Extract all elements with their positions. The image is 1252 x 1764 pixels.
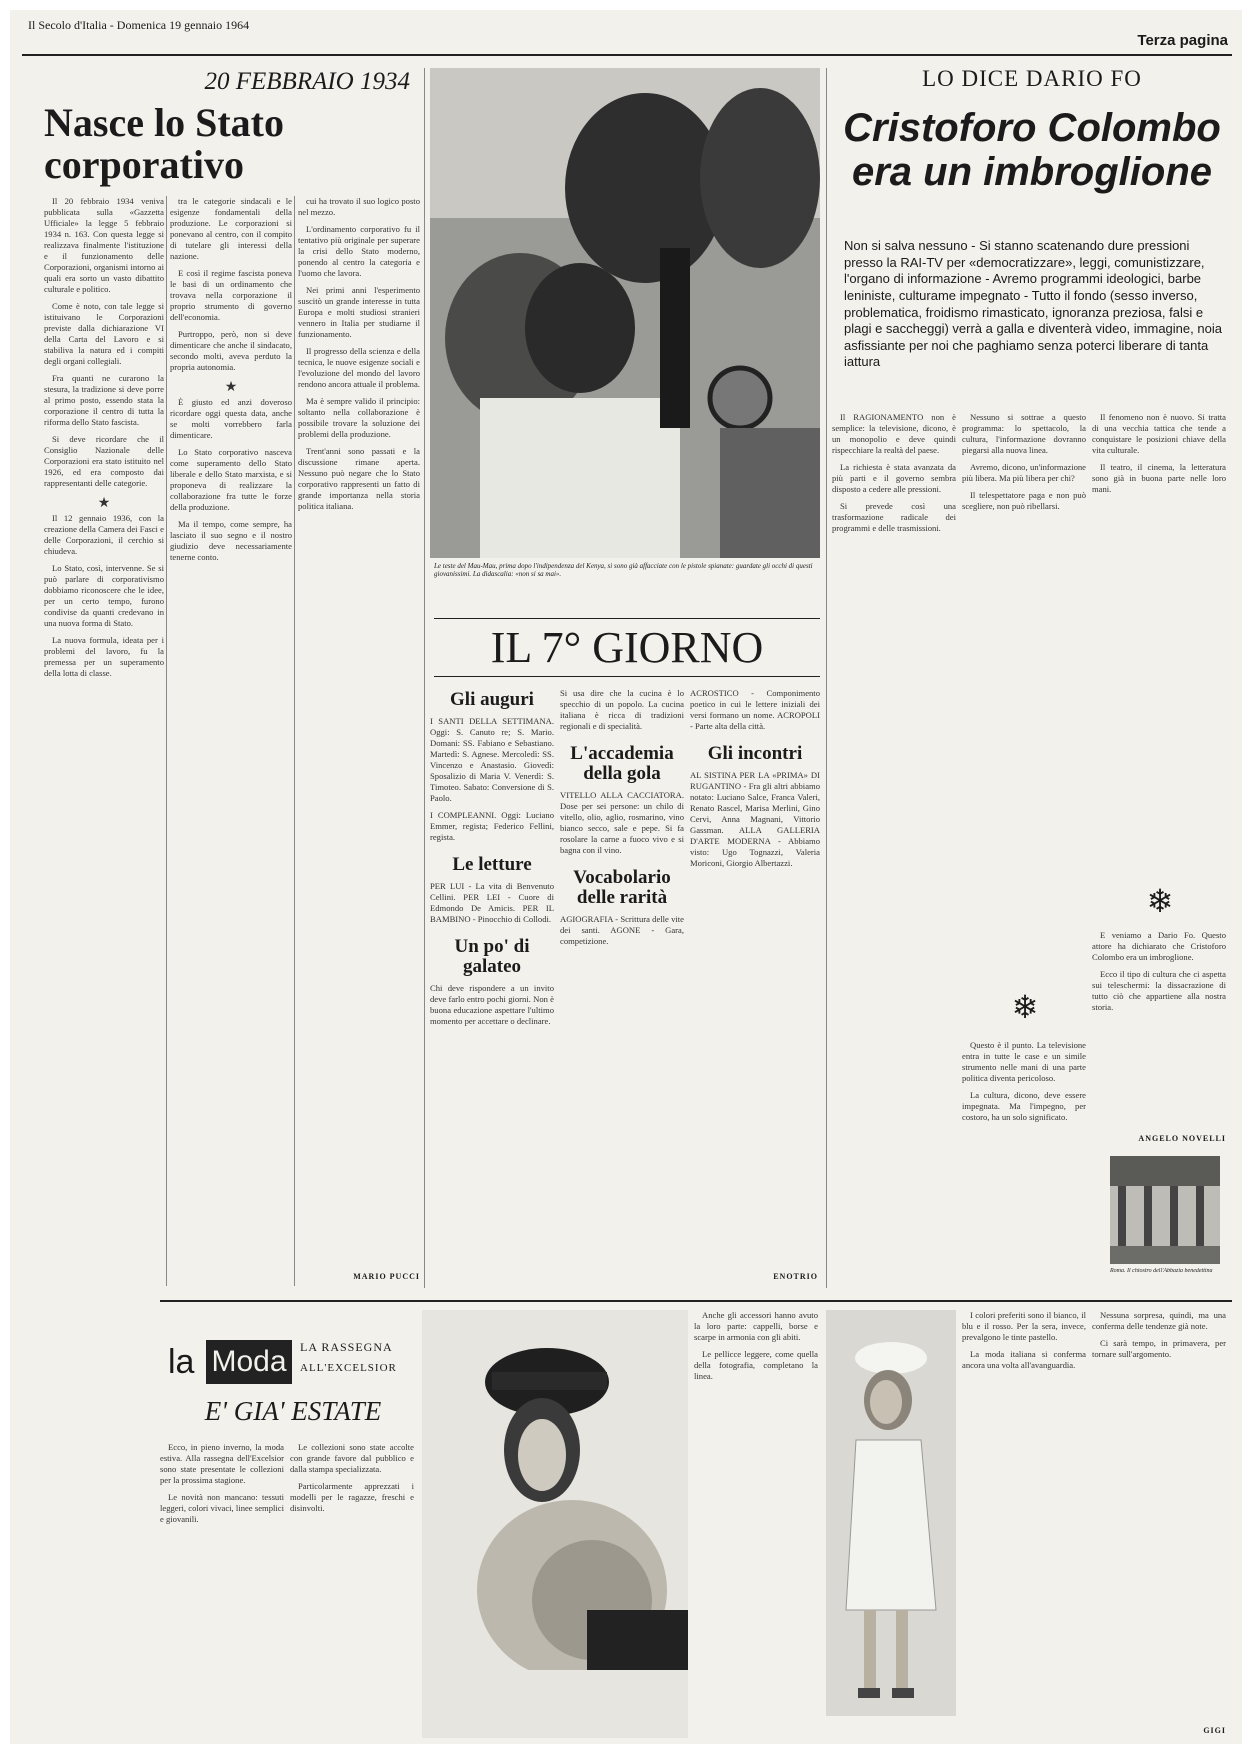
article-deck: Non si salva nessuno - Si stanno scatenando dure pressioni presso la RAI-TV per «democratizzare», leggi, comunistizzare, l'organo di informazione - Avremo programmi ideologici, barbe leniniste, culturame impegnato - Tutto il fondo (sesso inverso, problematica, froidismo rimasticato, ignoranza preziosa, falsi e plagi e saccheggi) verrà a galla e diventerà video, immagine, noia asfissiante per noi che paghiamo senza poterci liberare di tanta iattura [844, 238, 1222, 370]
article-signature: MARIO PUCCI [353, 1272, 420, 1281]
paragraph: Fra quanti ne curarono la stesura, la tradizione si deve porre al primo posto, essendo stata la corporazione il centro di tutta la riforma dello Stato fascista. [44, 373, 164, 427]
article-body-col [962, 412, 1086, 992]
paragraph: La cultura, dicono, deve essere impegnata. Ma l'impegno, per costoro, ha un solo significato. [962, 1090, 1086, 1122]
paragraph: Ci sarà tempo, in primavera, per tornare sull'argomento. [1092, 1338, 1226, 1359]
subsection-body: AL SISTINA PER LA «PRIMA» DI RUGANTINO - Fra gli altri abbiamo notato: Luciano Salce, Franca Valeri, Renato Rascel, Marisa Merlini, Gino Cervi, Anna Magnani, Vittorio Gassman. ALLA GALLERIA D'ARTE MODERNA - Abbiamo visto: Ugo Tognazzi, Valeria Moriconi, Giorgio Albertazzi. [690, 769, 820, 868]
section-rule [434, 618, 820, 619]
subsection-body: I COMPLEANNI. Oggi: Luciano Emmer, regista; Federico Fellini, regista. [430, 809, 554, 842]
star-divider: ★ [224, 380, 238, 395]
paragraph: Il teatro, il cinema, la letteratura sono già in buona parte nelle loro mani. [1092, 462, 1226, 494]
subsection-body: ACROSTICO - Componimento poetico in cui le lettere iniziali dei versi formano un nome. ACROPOLI - Parte alta della città. [690, 688, 820, 731]
paragraph: Ma il tempo, come sempre, ha lasciato il suo segno e il nostro giudizio deve necessariamente tenerne conto. [170, 518, 292, 562]
subsection-title: Gli auguri [450, 689, 534, 710]
paragraph: La richiesta è stata avanzata da più parti e il governo sembra disposto a cedere alle pressioni. [832, 462, 956, 494]
column-rule [424, 68, 425, 1288]
paragraph: Lo Stato corporativo nasceva come superamento dello Stato liberale e dello Stato marxista, e si proponeva di realizzare la collaborazione fra tutte le forze della produzione. [170, 446, 292, 512]
snowflake-ornament: ❄ [1011, 989, 1039, 1025]
article-headline: Cristoforo Colombo era un imbroglione [843, 106, 1221, 194]
article-body-col2 [170, 196, 292, 1056]
photo-image [430, 68, 820, 558]
paragraph: Il 20 febbraio 1934 veniva pubblicata sulla «Gazzetta Ufficiale» la legge 5 febbraio 1934 n. 163. Con questa legge si realizzava finalmente l'istituzione e il funzionamento delle Corporazioni, organismi intorno ai quali era sorto un vasto dibattito culturale e politico. [44, 196, 164, 294]
moda-signature: GIGI [1203, 1726, 1226, 1735]
paragraph: Questo è il punto. La televisione entra in tutte le case e un simile strumento nelle mani di una parte politica diventa pericoloso. [962, 1040, 1086, 1083]
section-rule [160, 1300, 1232, 1302]
paragraph: Lo Stato, così, intervenne. Se si può parlare di corporativismo dobbiamo riconoscere che le idee, per un certo tempo, furono condivise da quanti credevano in una nuova forma di Stato. [44, 562, 164, 628]
paragraph: Nessuno si sottrae a questo programma: lo spettacolo, la cultura, l'informazione dovranno piegarsi alla nuova linea. [962, 412, 1086, 455]
news-photo [430, 68, 820, 558]
article-body-col [962, 1040, 1086, 1285]
section-rule [434, 676, 820, 677]
photo-caption: Roma. Il chiostro dell'Abbazia benedettina [1110, 1268, 1213, 1274]
paragraph: Come è noto, con tale legge si istituivano le Corporazioni previste dalla dichiarazione VI della Carta del Lavoro e si stabiliva la natura ed i compiti degli organi collegiali. [44, 301, 164, 366]
subsection-title: L'accademia della gola [570, 743, 674, 784]
paragraph: Anche gli accessori hanno avuto la loro parte: cappelli, borse e scarpe in armonia con gli abiti. [694, 1310, 818, 1342]
paragraph: Le novità non mancano: tessuti leggeri, colori vivaci, linee semplici e giovanili. [160, 1492, 284, 1524]
paragraph: Il RAGIONAMENTO non è semplice: la televisione, dicono, è un monopolio e deve quindi rispecchiare la realtà del paese. [832, 412, 956, 455]
paragraph: Il progresso della scienza e della tecnica, le nuove esigenze sociali e l'evoluzione del mondo del lavoro rendono ancora attuale il problema. [298, 346, 420, 389]
column-rule [294, 196, 295, 1286]
paragraph: Ma è sempre valido il principio: soltanto nella collaborazione è possibile trovare la soluzione dei problemi della produzione. [298, 396, 420, 439]
subsection-body: Si usa dire che la cucina è lo specchio di un popolo. La cucina italiana è ricca di tradizioni regionali e di specialità. [560, 688, 684, 731]
section-signature: ENOTRIO [773, 1272, 818, 1281]
masthead-date: Il Secolo d'Italia - Domenica 19 gennaio 1964 [28, 18, 250, 32]
paragraph: Si prevede così una trasformazione radicale dei programmi e delle trasmissioni. [832, 501, 956, 533]
subsection-body: Chi deve rispondere a un invito deve farlo entro pochi giorni. Non è buona educazione aspettare l'ultimo momento per accettare o declinare. [430, 982, 554, 1026]
article-kicker: LO DICE DARIO FO [922, 66, 1142, 91]
moda-subtitle: LA RASSEGNA [300, 1340, 393, 1354]
article-body-col1 [44, 196, 164, 1056]
paragraph: La moda italiana si conferma ancora una volta all'avanguardia. [962, 1349, 1086, 1370]
article-body-col [1092, 930, 1226, 1130]
moda-logo-box: Moda [206, 1340, 292, 1384]
subsection-body: VITELLO ALLA CACCIATORA. Dose per sei persone: un chilo di vitello, olio, aglio, rosmarino, vino bianco secco, sale e pepe. Si fa rosolare la carne a fuoco vivo e si bagna con il vino. [560, 789, 684, 855]
fashion-photo-model [422, 1310, 688, 1738]
moda-subtitle: ALL'EXCELSIOR [300, 1362, 397, 1374]
paragraph: Il telespettatore paga e non può scegliere, non può ribellarsi. [962, 490, 1086, 511]
paragraph: I colori preferiti sono il bianco, il blu e il rosso. Per la sera, invece, prevalgono le tinte pastello. [962, 1310, 1086, 1342]
column-rule [166, 196, 167, 1286]
column-rule [826, 68, 827, 1288]
settimo-col3 [690, 682, 820, 1272]
photo-caption: Le teste del Mau-Mau, prima dopo l'indipendenza del Kenya, si sono già affacciate con le pistole spianate: guardate gli occhi di questi giovanissimi. La didascalia: «non si sa mai». [434, 562, 813, 579]
article-body-col [832, 412, 956, 1287]
subsection-body: AGIOGRAFIA - Scrittura delle vite dei santi. AGONE - Gara, competizione. [560, 913, 684, 946]
subsection-title: Le letture [452, 853, 532, 875]
section-label: Terza pagina [1137, 32, 1228, 49]
paragraph: cui ha trovato il suo logico posto nel mezzo. [298, 196, 420, 217]
paragraph: E così il regime fascista poneva le basi di un ordinamento che trovava nella corporazione il proprio strumento di governo dell'economia. [170, 268, 292, 322]
article-signature: ANGELO NOVELLI [1138, 1134, 1226, 1143]
article-headline: Nasce lo Stato corporativo [44, 102, 284, 187]
settimo-col2 [560, 682, 684, 1287]
paragraph: È giusto ed anzi doveroso ricordare oggi questa data, anche se molti vorrebbero farla dimenticare. [170, 396, 292, 440]
subsection-body: I SANTI DELLA SETTIMANA. Oggi: S. Canuto re; S. Mario. Domani: SS. Fabiano e Sebastiano. Martedì: S. Agnese. Mercoledì: SS. Vincenzo e Anastasio. Giovedì: Sposalizio di Maria V. Venerdì: S. Timoteo. Sabato: Conversione di S. Paolo. [430, 715, 554, 803]
paragraph: Ecco, in pieno inverno, la moda estiva. Alla rassegna dell'Excelsior sono state presentate le collezioni per la prossima stagione. [160, 1442, 284, 1485]
photo-image [422, 1310, 688, 1738]
moda-body-col [1092, 1310, 1226, 1710]
paragraph: La nuova formula, ideata per i problemi del lavoro, fu la premessa per un superamento della lotta di classe. [44, 634, 164, 678]
star-divider: ★ [97, 496, 111, 511]
paragraph: Purtroppo, però, non si deve dimenticare che anche il sindacato, secondo molti, aveva perduto la propria autonomia. [170, 329, 292, 372]
cloister-photo [1110, 1156, 1220, 1264]
article-body-col3 [298, 196, 420, 1286]
article-kicker: 20 FEBBRAIO 1934 [204, 68, 410, 95]
paragraph: Le pellicce leggere, come quella della fotografia, completano la linea. [694, 1349, 818, 1381]
settimo-col1 [430, 682, 554, 1287]
paragraph: Le collezioni sono state accolte con grande favore dal pubblico e dalla stampa specializzata. [290, 1442, 414, 1474]
photo-image [826, 1310, 956, 1716]
photo-image [1110, 1156, 1220, 1264]
moda-body-col [160, 1442, 284, 1738]
paragraph: Particolarmente apprezzati i modelli per le ragazze, freschi e disinvolti. [290, 1481, 414, 1513]
paragraph: E veniamo a Dario Fo. Questo attore ha dichiarato che Cristoforo Colombo era un imbroglione. [1092, 930, 1226, 962]
subsection-title: Vocabolario delle rarità [573, 866, 671, 908]
paragraph: Avremo, dicono, un'informazione più libera. Ma più libera per chi? [962, 462, 1086, 483]
subsection-title: Un po' di galateo [454, 935, 530, 977]
snowflake-ornament: ❄ [1146, 883, 1174, 919]
paragraph: Ecco il tipo di cultura che ci aspetta sui teleschermi: la dissacrazione di tutto ciò che appartiene alla nostra storia. [1092, 969, 1226, 1012]
moda-headline: E' GIA' ESTATE [204, 1396, 382, 1426]
paragraph: Nei primi anni l'esperimento suscitò un grande interesse in tutta Europa e molti studiosi stranieri vennero in Italia per studiarne il funzionamento. [298, 285, 420, 339]
paragraph: Nessuna sorpresa, quindi, ma una conferma delle tendenze già note. [1092, 1310, 1226, 1331]
paragraph: Si deve ricordare che il Consiglio Nazionale delle Corporazioni era stato istituito nel 1926, ed era composto dai rappresentanti delle categorie. [44, 434, 164, 488]
newspaper-page [10, 10, 1242, 1744]
header-rule [22, 54, 1232, 56]
fashion-photo-child [826, 1310, 956, 1716]
paragraph: Il fenomeno non è nuovo. Si tratta di una vecchia tattica che tende a conquistare le posizioni chiave della vita culturale. [1092, 412, 1226, 455]
moda-body-col [694, 1310, 818, 1738]
paragraph: tra le categorie sindacali e le esigenze fondamentali della produzione. Le corporazioni si ponevano al centro, con il compito di tutelare gli interessi della nazione. [170, 196, 292, 261]
moda-body-col [962, 1310, 1086, 1738]
paragraph: Il 12 gennaio 1936, con la creazione della Camera dei Fasci e delle Corporazioni, il cerchio si chiudeva. [44, 512, 164, 556]
moda-body-col [290, 1442, 414, 1738]
subsection-body: PER LUI - La vita di Benvenuto Cellini. PER LEI - Cuore di Edmondo De Amicis. PER IL BAMBINO - Pinocchio di Collodi. [430, 880, 554, 924]
subsection-title: Gli incontri [707, 743, 803, 764]
paragraph: Trent'anni sono passati e la discussione rimane aperta. Nessuno può negare che lo Stato corporativo rappresenti un fatto di grande importanza nella storia politica italiana. [298, 446, 420, 511]
article-body-col [1092, 412, 1226, 882]
moda-logo-la: la [168, 1343, 195, 1381]
paragraph: L'ordinamento corporativo fu il tentativo più originale per superare la crisi dello Stato moderno, ponendo al centro la categoria e l'uomo che lavora. [298, 224, 420, 278]
section-title: IL 7° GIORNO [490, 623, 764, 672]
